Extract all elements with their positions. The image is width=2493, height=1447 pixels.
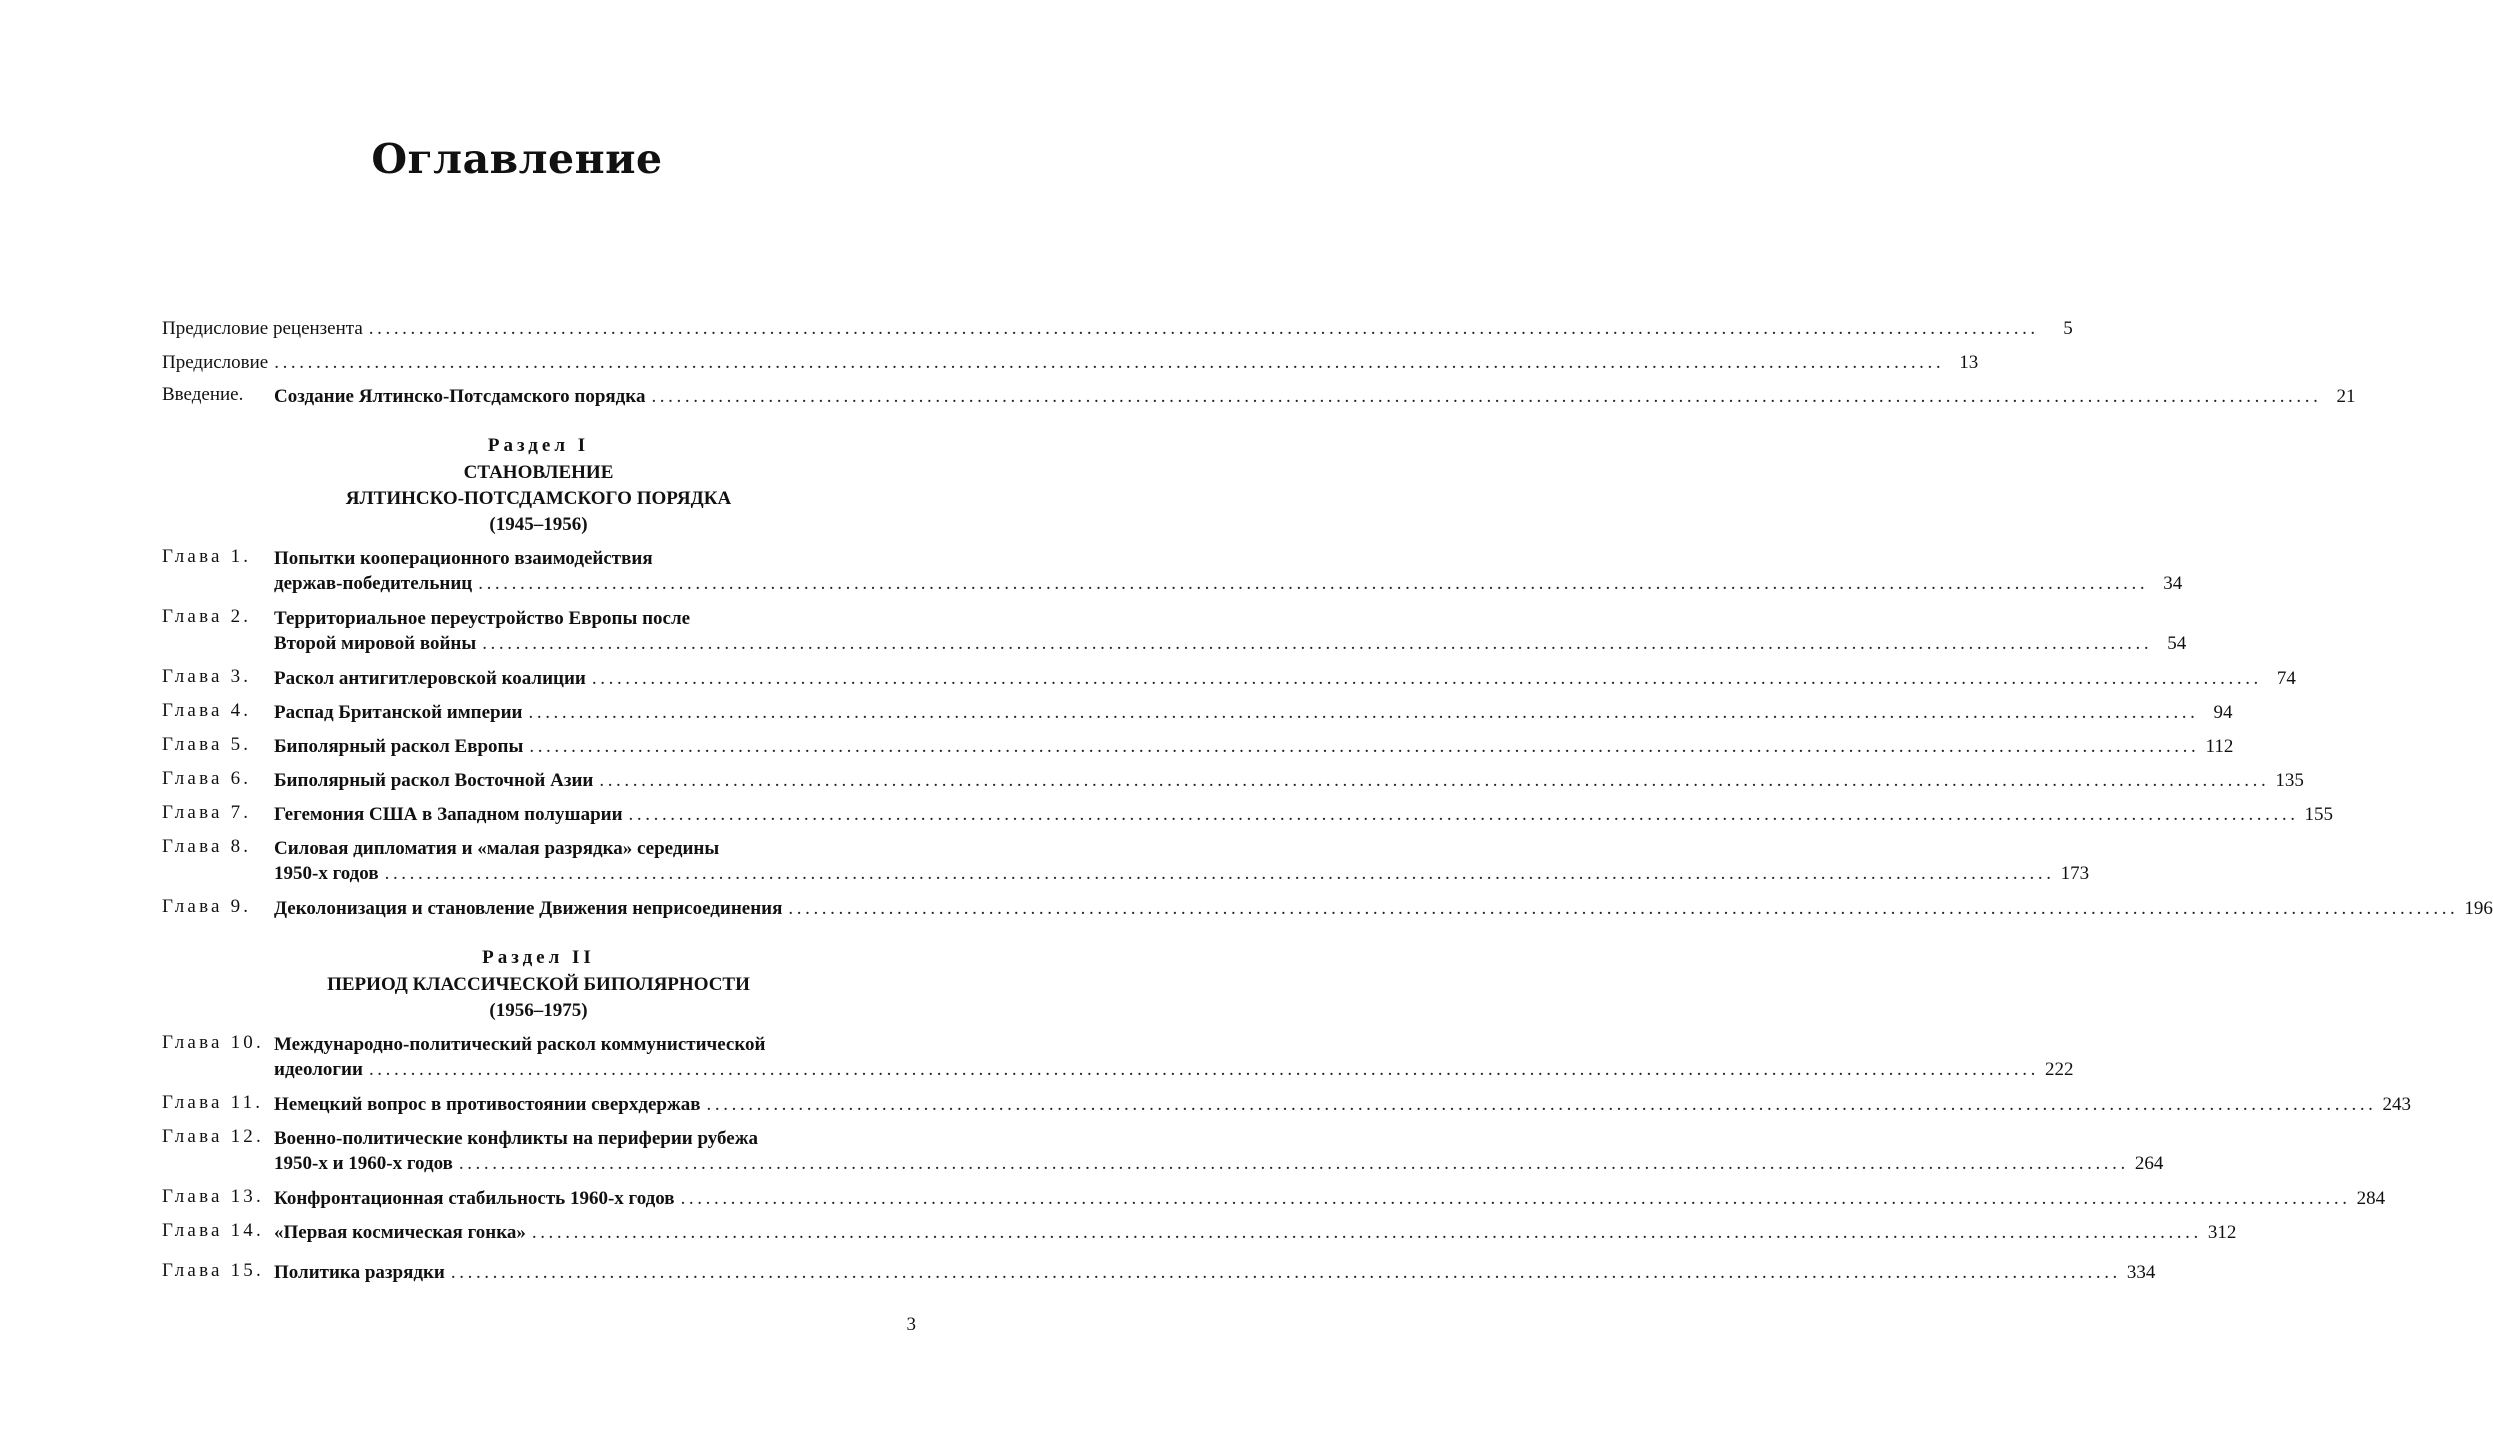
entry-title: Международно-политический раскол коммунистической bbox=[274, 1034, 766, 1055]
leader-dots: ........................................................................................................................................................................................................ bbox=[591, 668, 2262, 689]
entry-title: Силовая дипломатия и «малая разрядка» середины bbox=[274, 838, 720, 859]
entry-title: Попытки кооперационного взаимодействия bbox=[274, 548, 653, 569]
entry-title: Второй мировой войны bbox=[274, 633, 477, 654]
toc-entry[interactable] bbox=[162, 606, 2187, 666]
chapter-label: Глава 12. bbox=[162, 1126, 264, 1147]
entry-title: Политика разрядки bbox=[274, 1262, 445, 1283]
leader-dots: ........................................................................................................................................................................................................ bbox=[274, 352, 1945, 373]
leader-dots: ........................................................................................................................................................................................................ bbox=[458, 1153, 2129, 1174]
entry-title: «Первая космическая гонка» bbox=[274, 1222, 526, 1243]
chapter-label: Глава 9. bbox=[162, 896, 252, 917]
page-ref: 5 bbox=[2063, 318, 2073, 339]
page-ref: 312 bbox=[2207, 1222, 2237, 1243]
entry-title: Биполярный раскол Восточной Азии bbox=[274, 770, 594, 791]
chapter-label: Глава 5. bbox=[162, 734, 252, 755]
section-title: ЯЛТИНСКО-ПОТСДАМСКОГО ПОРЯДКА bbox=[345, 488, 732, 509]
chapter-label: Глава 1. bbox=[162, 546, 252, 567]
section-heading bbox=[162, 944, 915, 1024]
section-heading bbox=[162, 432, 915, 538]
page-ref: 34 bbox=[2163, 573, 2183, 594]
entry-title: Биполярный раскол Европы bbox=[274, 736, 524, 757]
section-years: (1945–1956) bbox=[489, 514, 588, 535]
entry-title: 1950-х годов bbox=[274, 863, 379, 884]
chapter-label: Глава 10. bbox=[162, 1032, 264, 1053]
page-ref: 284 bbox=[2356, 1188, 2386, 1209]
section-title: СТАНОВЛЕНИЕ bbox=[463, 462, 614, 483]
leader-dots: ........................................................................................................................................................................................................ bbox=[529, 736, 2200, 757]
chapter-label: Глава 2. bbox=[162, 606, 252, 627]
toc-entry[interactable] bbox=[162, 836, 2090, 896]
entry-title: держав-победительниц bbox=[274, 573, 473, 594]
leader-dots: ........................................................................................................................................................................................................ bbox=[680, 1188, 2351, 1209]
leader-dots: ........................................................................................................................................................................................................ bbox=[478, 573, 2149, 594]
toc-entry[interactable] bbox=[162, 384, 2356, 418]
entry-title: Конфронтационная стабильность 1960-х годов bbox=[274, 1188, 675, 1209]
toc-entry[interactable] bbox=[162, 1126, 2164, 1186]
toc-entry[interactable] bbox=[162, 1032, 2074, 1092]
page-ref: 13 bbox=[1959, 352, 1979, 373]
leader-dots: ........................................................................................................................................................................................................ bbox=[368, 318, 2039, 339]
page-ref: 74 bbox=[2276, 668, 2296, 689]
chapter-label: Глава 7. bbox=[162, 802, 252, 823]
toc-entry[interactable] bbox=[162, 768, 2304, 802]
leader-dots: ........................................................................................................................................................................................................ bbox=[384, 863, 2055, 884]
page-ref: 54 bbox=[2167, 633, 2187, 654]
page-number: 3 bbox=[906, 1314, 916, 1335]
entry-title: Гегемония США в Западном полушарии bbox=[274, 804, 623, 825]
toc-entry[interactable] bbox=[162, 1186, 2386, 1220]
section-title: ПЕРИОД КЛАССИЧЕСКОЙ БИПОЛЯРНОСТИ bbox=[327, 974, 750, 995]
chapter-label: Глава 3. bbox=[162, 666, 252, 687]
toc-entry[interactable] bbox=[162, 316, 2073, 350]
entry-title: Раскол антигитлеровской коалиции bbox=[274, 668, 586, 689]
entry-label: Введение. bbox=[162, 384, 244, 405]
page-ref: 135 bbox=[2275, 770, 2304, 791]
toc-entry[interactable] bbox=[162, 700, 2233, 734]
toc-entry[interactable] bbox=[162, 734, 2234, 768]
leader-dots: ........................................................................................................................................................................................................ bbox=[651, 386, 2322, 407]
leader-dots: ........................................................................................................................................................................................................ bbox=[482, 633, 2153, 654]
page-ref: 264 bbox=[2134, 1153, 2164, 1174]
page-ref: 94 bbox=[2213, 702, 2233, 723]
chapter-label: Глава 4. bbox=[162, 700, 252, 721]
entry-title: Территориальное переустройство Европы после bbox=[274, 608, 691, 629]
toc-entry[interactable] bbox=[162, 350, 1979, 384]
entry-title: Военно-политические конфликты на периферии рубежа bbox=[274, 1128, 758, 1149]
section-years: (1956–1975) bbox=[489, 1000, 588, 1021]
page-ref: 112 bbox=[2205, 736, 2234, 757]
page-title: Оглавление bbox=[371, 135, 663, 183]
entry-title: Распад Британской империи bbox=[274, 702, 523, 723]
entry-title: 1950-х и 1960-х годов bbox=[274, 1153, 453, 1174]
page-ref: 196 bbox=[2464, 898, 2493, 919]
chapter-label: Глава 11. bbox=[162, 1092, 264, 1113]
chapter-label: Глава 14. bbox=[162, 1220, 264, 1241]
toc-entry[interactable] bbox=[162, 1092, 2412, 1126]
leader-dots: ........................................................................................................................................................................................................ bbox=[706, 1094, 2377, 1115]
entry-title: идеологии bbox=[274, 1059, 363, 1080]
entry-title: Немецкий вопрос в противостоянии сверхдержав bbox=[274, 1094, 701, 1115]
entry-title: Создание Ялтинско-Потсдамского порядка bbox=[274, 386, 646, 407]
section-label: Раздел II bbox=[482, 947, 595, 968]
toc-entry[interactable] bbox=[162, 1260, 2156, 1294]
chapter-label: Глава 13. bbox=[162, 1186, 264, 1207]
toc-entry[interactable] bbox=[162, 666, 2296, 700]
table-of-contents bbox=[162, 316, 2493, 1294]
leader-dots: ........................................................................................................................................................................................................ bbox=[531, 1222, 2202, 1243]
page-ref: 155 bbox=[2304, 804, 2334, 825]
leader-dots: ........................................................................................................................................................................................................ bbox=[599, 770, 2270, 791]
leader-dots: ........................................................................................................................................................................................................ bbox=[450, 1262, 2121, 1283]
leader-dots: ........................................................................................................................................................................................................ bbox=[528, 702, 2199, 723]
page-ref: 334 bbox=[2126, 1262, 2156, 1283]
entry-title: Предисловие рецензента bbox=[162, 318, 363, 339]
page-ref: 243 bbox=[2382, 1094, 2412, 1115]
toc-entry[interactable] bbox=[162, 802, 2334, 836]
toc-entry[interactable] bbox=[162, 896, 2493, 930]
page-ref: 173 bbox=[2060, 863, 2090, 884]
chapter-label: Глава 6. bbox=[162, 768, 252, 789]
leader-dots: ........................................................................................................................................................................................................ bbox=[628, 804, 2299, 825]
page-ref: 21 bbox=[2336, 386, 2356, 407]
toc-entry[interactable] bbox=[162, 1220, 2237, 1260]
leader-dots: ........................................................................................................................................................................................................ bbox=[368, 1059, 2039, 1080]
leader-dots: ........................................................................................................................................................................................................ bbox=[788, 898, 2459, 919]
section-label: Раздел I bbox=[487, 435, 590, 456]
toc-entry[interactable] bbox=[162, 546, 2183, 606]
entry-title: Деколонизация и становление Движения неприсоединения bbox=[274, 898, 783, 919]
chapter-label: Глава 15. bbox=[162, 1260, 264, 1281]
page-ref: 222 bbox=[2044, 1059, 2074, 1080]
entry-title: Предисловие bbox=[162, 352, 269, 373]
chapter-label: Глава 8. bbox=[162, 836, 252, 857]
